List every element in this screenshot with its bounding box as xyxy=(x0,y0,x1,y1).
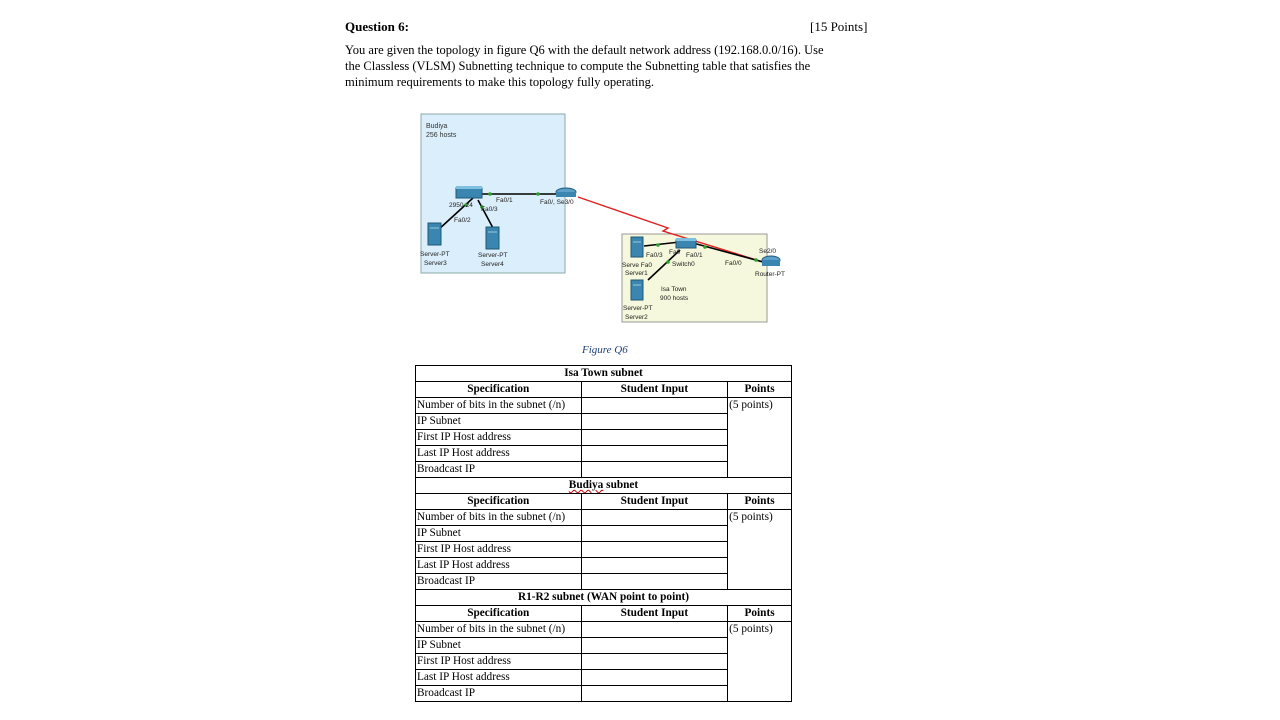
router-left-icon xyxy=(556,188,576,197)
label-fa03-right: Fa0/3 xyxy=(646,252,663,259)
figure-caption: Figure Q6 xyxy=(582,344,628,356)
label-server4-type: Server-PT xyxy=(478,252,508,259)
router-right-icon xyxy=(762,256,780,266)
col-header-student-input: Student Input xyxy=(581,494,728,510)
col-header-points: Points xyxy=(728,494,792,510)
isa-town-name: Isa Town xyxy=(661,286,687,293)
label-router-left-if: Fa0/, Se3/0 xyxy=(540,199,574,206)
label-fa0-right: Fa0 xyxy=(669,249,681,256)
student-input-cell[interactable] xyxy=(581,462,728,478)
topology-figure xyxy=(418,110,798,325)
col-header-specification: Specification xyxy=(416,494,582,510)
points-cell: (5 points) xyxy=(728,398,792,478)
question-points: [15 Points] xyxy=(810,19,868,34)
section-title-budiya xyxy=(416,478,792,494)
spec-cell: Last IP Host address xyxy=(416,558,582,574)
label-fa03-left: Fa0/3 xyxy=(481,206,498,213)
student-input-cell[interactable] xyxy=(581,542,728,558)
switch-left-icon xyxy=(456,186,482,198)
student-input-cell[interactable] xyxy=(581,558,728,574)
budiya-hosts: 256 hosts xyxy=(426,132,457,139)
spec-cell: Number of bits in the subnet (/n) xyxy=(416,398,582,414)
col-header-points: Points xyxy=(728,606,792,622)
label-switch-left: 2950-24 xyxy=(449,202,473,209)
spec-cell: IP Subnet xyxy=(416,414,582,430)
label-server2-name: Server2 xyxy=(625,314,648,321)
label-server4-name: Server4 xyxy=(481,261,504,268)
spec-cell: Broadcast IP xyxy=(416,574,582,590)
student-input-cell[interactable] xyxy=(581,654,728,670)
spec-cell: First IP Host address xyxy=(416,542,582,558)
subnetting-table xyxy=(415,365,792,702)
label-router-right: Router-PT xyxy=(755,271,785,278)
student-input-cell[interactable] xyxy=(581,446,728,462)
question-title: Question 6: xyxy=(345,19,409,34)
label-server3-name: Server3 xyxy=(424,260,447,267)
student-input-cell[interactable] xyxy=(581,638,728,654)
col-header-points: Points xyxy=(728,382,792,398)
spec-cell: IP Subnet xyxy=(416,526,582,542)
server4-icon xyxy=(486,227,499,249)
spec-cell: Broadcast IP xyxy=(416,686,582,702)
student-input-cell[interactable] xyxy=(581,430,728,446)
label-server2-type: Server-PT xyxy=(623,305,653,312)
label-switch0: Switch0 xyxy=(672,261,695,268)
spec-cell: Number of bits in the subnet (/n) xyxy=(416,622,582,638)
spec-cell: IP Subnet xyxy=(416,638,582,654)
server2-icon xyxy=(631,280,643,300)
section-title-isa-town: Isa Town subnet xyxy=(416,366,792,382)
col-header-specification: Specification xyxy=(416,382,582,398)
student-input-cell[interactable] xyxy=(581,670,728,686)
student-input-cell[interactable] xyxy=(581,574,728,590)
spec-cell: Number of bits in the subnet (/n) xyxy=(416,510,582,526)
server3-icon xyxy=(428,223,441,245)
points-cell: (5 points) xyxy=(728,622,792,702)
label-server3-type: Server-PT xyxy=(420,251,450,258)
spec-cell: Last IP Host address xyxy=(416,446,582,462)
section-title-wan: R1-R2 subnet (WAN point to point) xyxy=(416,590,792,606)
isa-town-hosts: 900 hosts xyxy=(660,295,689,302)
server1-icon xyxy=(631,237,643,257)
col-header-student-input: Student Input xyxy=(581,606,728,622)
spec-cell: Last IP Host address xyxy=(416,670,582,686)
label-server1-name: Server1 xyxy=(625,270,648,277)
points-cell: (5 points) xyxy=(728,510,792,590)
budiya-name: Budiya xyxy=(426,123,448,130)
question-text: You are given the topology in figure Q6 with the default network address (192.168.0.0/16). Use the Classless (VLSM) Subnetting technique to compute the Subnetting table that satisfies the minimum requirements to make this topology fully operating. xyxy=(345,43,824,89)
section-title-budiya-rest: subnet xyxy=(603,479,639,491)
label-fa00-router: Fa0/0 xyxy=(725,260,742,267)
col-header-student-input: Student Input xyxy=(581,382,728,398)
switch0-icon xyxy=(676,238,696,248)
student-input-cell[interactable] xyxy=(581,686,728,702)
section-title-budiya-word: Budiya xyxy=(568,479,604,491)
spec-cell: First IP Host address xyxy=(416,654,582,670)
col-header-specification: Specification xyxy=(416,606,582,622)
student-input-cell[interactable] xyxy=(581,398,728,414)
label-se20-router: Se2/0 xyxy=(759,248,776,255)
label-fa02-left: Fa0/2 xyxy=(454,217,471,224)
student-input-cell[interactable] xyxy=(581,414,728,430)
label-fa01-right: Fa0/1 xyxy=(686,252,703,259)
spec-cell: Broadcast IP xyxy=(416,462,582,478)
label-fa01-left: Fa0/1 xyxy=(496,197,513,204)
label-server1-type: Serve Fa0 xyxy=(622,262,652,269)
student-input-cell[interactable] xyxy=(581,622,728,638)
spec-cell: First IP Host address xyxy=(416,430,582,446)
student-input-cell[interactable] xyxy=(581,510,728,526)
student-input-cell[interactable] xyxy=(581,526,728,542)
